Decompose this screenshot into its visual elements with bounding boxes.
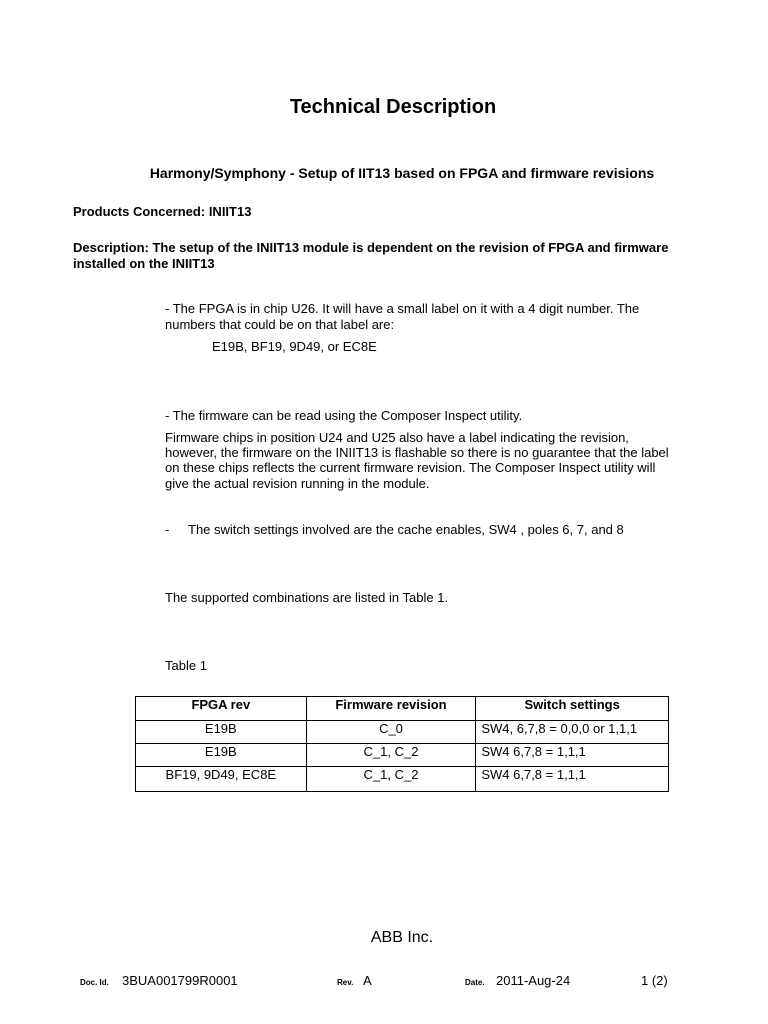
description-line-1: Description: The setup of the INIIT13 module is dependent on the revision of FPGA and firmware: [73, 240, 669, 255]
products-value: INIIT13: [208, 204, 252, 219]
page-number: 1 (2): [641, 973, 668, 988]
rev-label: Rev.: [337, 978, 354, 987]
description-line-2: installed on the INIIT13: [73, 256, 215, 271]
switch-dash: -: [165, 522, 170, 537]
chips-line-1: Firmware chips in position U24 and U25 also have a label indicating the revision,: [165, 430, 629, 445]
cell-firmware-revision: C_1, C_2: [306, 744, 476, 767]
company-name: ABB Inc.: [370, 929, 434, 946]
cell-switch-settings: SW4 6,7,8 = 1,1,1: [476, 767, 669, 792]
date-label: Date.: [465, 978, 485, 987]
table-row: [136, 744, 669, 767]
document-subtitle: Harmony/Symphony - Setup of IIT13 based on FPGA and firmware revisions: [149, 165, 655, 181]
cell-firmware-revision: C_1, C_2: [306, 767, 476, 792]
cell-switch-settings: SW4, 6,7,8 = 0,0,0 or 1,1,1: [476, 721, 669, 744]
table-row: [136, 721, 669, 744]
firmware-line: - The firmware can be read using the Composer Inspect utility.: [165, 408, 523, 423]
products-label: Products Concerned:: [73, 204, 206, 219]
cell-fpga-rev: E19B: [136, 744, 307, 767]
date-value: 2011-Aug-24: [496, 973, 571, 988]
cell-switch-settings: SW4 6,7,8 = 1,1,1: [476, 744, 669, 767]
fpga-line-2: numbers that could be on that label are:: [165, 317, 395, 332]
header-switch-settings: Switch settings: [476, 697, 669, 721]
fpga-line-1: - The FPGA is in chip U26. It will have a small label on it with a 4 digit number. The: [165, 301, 640, 316]
header-firmware-revision: Firmware revision: [306, 697, 476, 721]
cell-fpga-rev: BF19, 9D49, EC8E: [136, 767, 307, 792]
chips-line-4: give the actual revision running in the module.: [165, 476, 430, 491]
cell-firmware-revision: C_0: [306, 721, 476, 744]
table-row: [136, 767, 669, 792]
products-concerned: [73, 204, 251, 220]
supported-line: The supported combinations are listed in Table 1.: [165, 590, 449, 605]
doc-id-label: Doc. Id.: [80, 978, 109, 987]
chips-line-2: however, the firmware on the INIIT13 is flashable so there is no guarantee that the label: [165, 445, 669, 460]
fpga-values: E19B, BF19, 9D49, or EC8E: [212, 339, 377, 354]
document-title: Technical Description: [289, 96, 497, 118]
cell-fpga-rev: E19B: [136, 721, 307, 744]
chips-line-3: on these chips reflects the current firmware revision. The Composer Inspect utility will: [165, 460, 656, 475]
settings-table: [135, 696, 669, 792]
table-caption: Table 1: [165, 658, 207, 673]
doc-id-value: 3BUA001799R0001: [122, 973, 238, 988]
header-fpga-rev: FPGA rev: [136, 697, 307, 721]
rev-value: A: [363, 973, 372, 988]
table-header-row: [136, 697, 669, 721]
switch-line: The switch settings involved are the cache enables, SW4 , poles 6, 7, and 8: [188, 522, 624, 537]
